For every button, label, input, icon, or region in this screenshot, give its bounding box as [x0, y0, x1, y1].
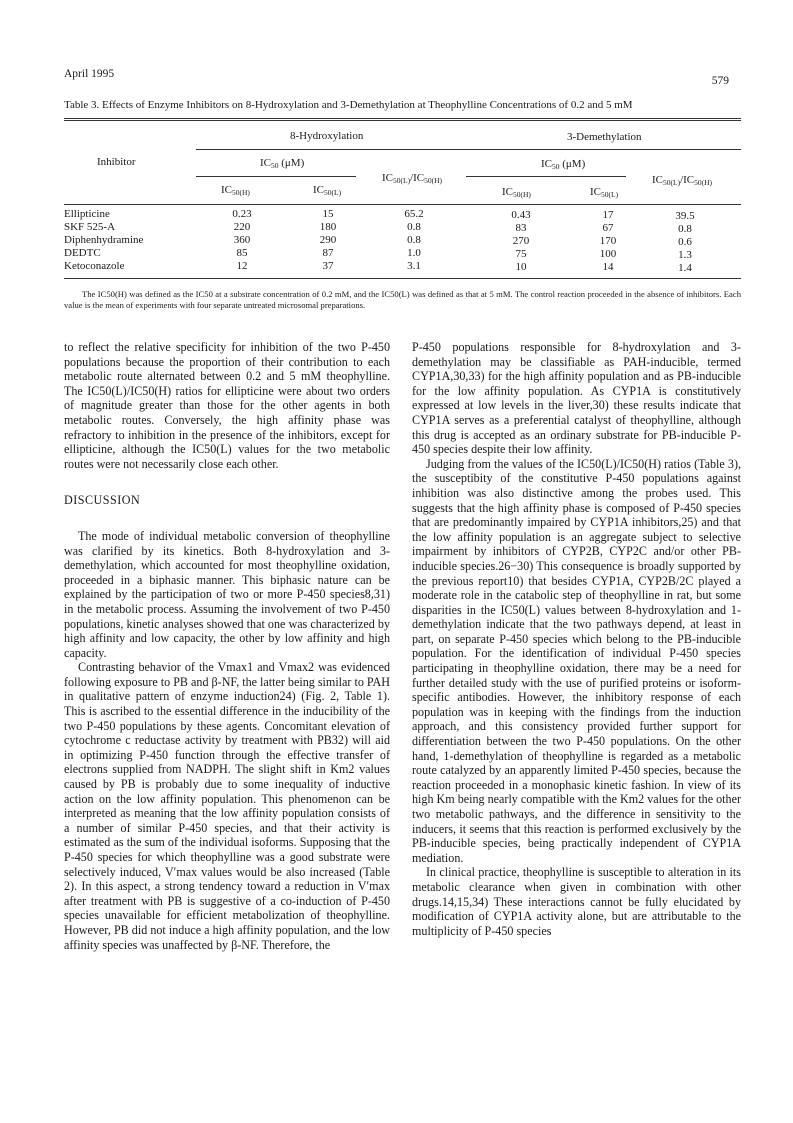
- cell-ic50l-3dm: 17: [602, 209, 614, 221]
- cell-ratio-8oh: 3.1: [407, 260, 421, 272]
- inhibitor-name: SKF 525-A: [64, 221, 116, 233]
- paragraph: In clinical practice, theophylline is susceptible to alteration in its metabolic clearance when given in combination with other drugs.14,15,34) These interactions cannot be fully elucidated by modification of CYP1A activity alone, but are attributable to the multiplicity of P-450 species: [412, 865, 741, 938]
- ic50-header-3dm: $IC_{50}$ (μM): [541, 158, 586, 171]
- paragraph: P-450 populations responsible for 8-hydroxylation and 3-demethylation may be classifiable as PAH-inducible, termed CYP1A,30,33) for the high affinity population and as PB-inducible for the low affinity population. As CYP1A is constitutively expressed at low levels in the liver,30) these results indicate that CYP1A serves as a preferential catalyst of theophylline, although this drug is accepted as an ordinary substrate for PB-inducible P-450 species despite their low affinity.: [412, 340, 741, 457]
- cell-ratio-3dm: 39.5: [675, 210, 695, 222]
- inhibitor-header: Inhibitor: [97, 156, 136, 168]
- group-header-3-demethylation: 3-Demethylation: [567, 131, 642, 143]
- cell-ic50h-3dm: 270: [512, 235, 530, 247]
- table-caption: Table 3. Effects of Enzyme Inhibitors on 8-Hydroxylation and 3-Demethylation at Theophylline Concentrations of 0.2 and 5 mM: [64, 99, 633, 111]
- cell-ic50h-8oh: 220: [233, 221, 251, 233]
- page-number: 579: [711, 75, 729, 87]
- cell-ic50h-3dm: 83: [515, 222, 527, 234]
- cell-ic50l-3dm: 170: [599, 235, 617, 247]
- cell-ic50l-3dm: 100: [599, 248, 617, 260]
- table-top-rule: [64, 118, 741, 121]
- cell-ic50l-3dm: 14: [602, 261, 614, 273]
- cell-ic50h-3dm: 75: [515, 248, 527, 260]
- cell-ratio-8oh: 1.0: [407, 247, 421, 259]
- cell-ratio-8oh: 65.2: [404, 208, 424, 220]
- cell-ratio-3dm: 0.6: [678, 236, 692, 248]
- paragraph: Judging from the values of the IC50(L)/IC50(H) ratios (Table 3), the susceptibity of the constitutive P-450 populations against inhibition was also distinctive among the probes used. This suggests that the high affinity phase is composed of P-450 species that are predominantly impaired by CYP1A inhibitors,25) and that the low affinity population is an aggregate subject to selective impairment by inhibitors of CYP2B, CYP2C and/or other PB-inducible species.26−30) This consequence is broadly supported by the previous report10) that besides CYP1A, CYP2B/2C played a moderate role in the catabolic step of theophylline in rat, but some disparities in the IC50(L) values between 8-hydroxylation and 1-demethylation indicate that the two pathways depend, at least in part, on separate P-450 species which belong to the PB-inducible population. For the identification of individual P-450 species participating in theophylline oxidation, there may be a need for further detailed study with the use of purified proteins or isoform-specific antibodies. However, the inhibitory response of each population was in keeping with the findings from the induction approach, and this consistency provided further support for differentiation between the two P-450 populations. On the other hand, 1-demethylation of theophylline is regarded as a metabolic route catalyzed by an apparently limited P-450 species, because the reaction proceeded in a monophasic kinetic fashion. In view of its high Km being nearly compatible with the Km2 values for the other two metabolic pathways, and the difference in sensitivity to the inducers, it seems that this reaction is performed exclusively by the PB-inducible species, being practically independent of CYP1A mediation.: [412, 456, 741, 865]
- cell-ic50l-8oh: 37: [322, 260, 334, 272]
- rule-ic50-3dm: [466, 176, 626, 177]
- ratio-header-8oh: $IC_{50(L)}/IC_{50(H)}$: [382, 172, 443, 185]
- cell-ic50l-8oh: 180: [319, 221, 337, 233]
- col-header-ic50h-8oh: $IC_{50(H)}$: [221, 184, 250, 197]
- rule-ic50-8oh: [196, 176, 356, 177]
- cell-ic50h-3dm: 10: [515, 261, 527, 273]
- inhibitor-name: Ellipticine: [64, 208, 110, 220]
- rule-3dm: [466, 149, 741, 150]
- table-header-rule: [64, 204, 741, 205]
- cell-ratio-3dm: 1.4: [678, 262, 692, 274]
- group-header-8-hydroxylation: 8-Hydroxylation: [290, 130, 364, 142]
- inhibitor-name: Diphenhydramine: [64, 234, 144, 246]
- cell-ic50l-8oh: 290: [319, 234, 337, 246]
- body-column-right: [412, 340, 741, 938]
- cell-ratio-8oh: 0.8: [407, 234, 421, 246]
- ic50-header-8oh: $IC_{50}$ (μM): [260, 157, 305, 170]
- inhibitor-name: Ketoconazole: [64, 260, 125, 272]
- ratio-header-3dm: $IC_{50(L)}/IC_{50(H)}$: [652, 174, 713, 187]
- cell-ratio-3dm: 1.3: [678, 249, 692, 261]
- cell-ic50h-3dm: 0.43: [511, 209, 531, 221]
- cell-ratio-3dm: 0.8: [678, 223, 692, 235]
- col-header-ic50h-3dm: $IC_{50(H)}$: [502, 186, 531, 199]
- table-bottom-rule: [64, 278, 741, 279]
- inhibitor-name: DEDTC: [64, 247, 101, 259]
- col-header-ic50l-8oh: $IC_{50(L)}$: [313, 184, 342, 197]
- section-heading-discussion: DISCUSSION: [64, 493, 141, 508]
- cell-ic50l-8oh: 87: [322, 247, 334, 259]
- paragraph: The mode of individual metabolic conversion of theophylline was clarified by its kinetics. Both 8-hydroxylation and 3-demethylation, which accounted for most theophylline oxidation, proceeded in a biphasic manner. This biphasic nature can be explained by the participation of two or more P-450 species8,31) in the metabolic process. Assuming the involvement of two P-450 populations, kinetic analyses showed that one was characterized by high affinity and low capacity, the other by low affinity and high capacity.: [64, 528, 390, 660]
- paragraph: Contrasting behavior of the Vmax1 and Vmax2 was evidenced following exposure to PB and β-NF, the latter being similar to PAH in qualitative pattern of enzyme induction24) (Fig. 2, Table 1). This is ascribed to the essential difference in the inducibility of the two P-450 populations by these agents. Concomitant elevation of cytochrome c reductase activity by treatment with PB32) will aid in optimizing P-450 function through the effective transfer of electrons supplied from NADPH. The slight shift in Km2 values caused by PB is probably due to some inequality of inductive action on the low affinity population. This phenomenon can be interpreted as meaning that the low affinity population consists of a number of similar P-450 species, and that their activity is estimated as the sum of the individual isoforms. Supposing that the P-450 species for which theophylline was a good substrate were selectively induced, V′max values would be also increased (Table 2). In this aspect, a strong tendency toward a reduction in V′max after treatment with PB is suggestive of a co-induction of P-450 species unavailable for efficient metabolization of theophylline. However, PB did not induce a high affinity population, and the low affinity species was unaffected by β-NF. Therefore, the: [64, 660, 390, 952]
- cell-ic50h-8oh: 360: [233, 234, 251, 246]
- col-header-ic50l-3dm: $IC_{50(L)}$: [590, 186, 619, 199]
- cell-ic50l-8oh: 15: [322, 208, 334, 220]
- table-footnote: The IC50(H) was defined as the IC50 at a substrate concentration of 0.2 mM, and the IC50(L) was defined as that at 5 mM. The control reaction proceeded in the absence of inhibitors. Each value is the mean of experiments with four separate untreated microsomal preparations.: [64, 289, 741, 310]
- issue-date: April 1995: [64, 68, 115, 80]
- cell-ratio-8oh: 0.8: [407, 221, 421, 233]
- body-column-left: [64, 340, 390, 952]
- rule-8oh: [196, 149, 503, 150]
- cell-ic50h-8oh: 0.23: [232, 208, 252, 220]
- cell-ic50h-8oh: 85: [236, 247, 248, 259]
- paragraph: to reflect the relative specificity for inhibition of the two P-450 populations because the proportion of their contribution to each metabolic route alternated between 0.2 and 5 mM theophylline. The IC50(L)/IC50(H) ratios for ellipticine were about two orders of magnitude greater than those for the other agents in both metabolic routes. Conversely, the high affinity phase was refractory to inhibition in the presence of the inhibitors, except for ellipticine, although the IC50(L) values for the two metabolic routes were not necessarily close each other.: [64, 340, 390, 471]
- cell-ic50h-8oh: 12: [236, 260, 248, 272]
- cell-ic50l-3dm: 67: [602, 222, 614, 234]
